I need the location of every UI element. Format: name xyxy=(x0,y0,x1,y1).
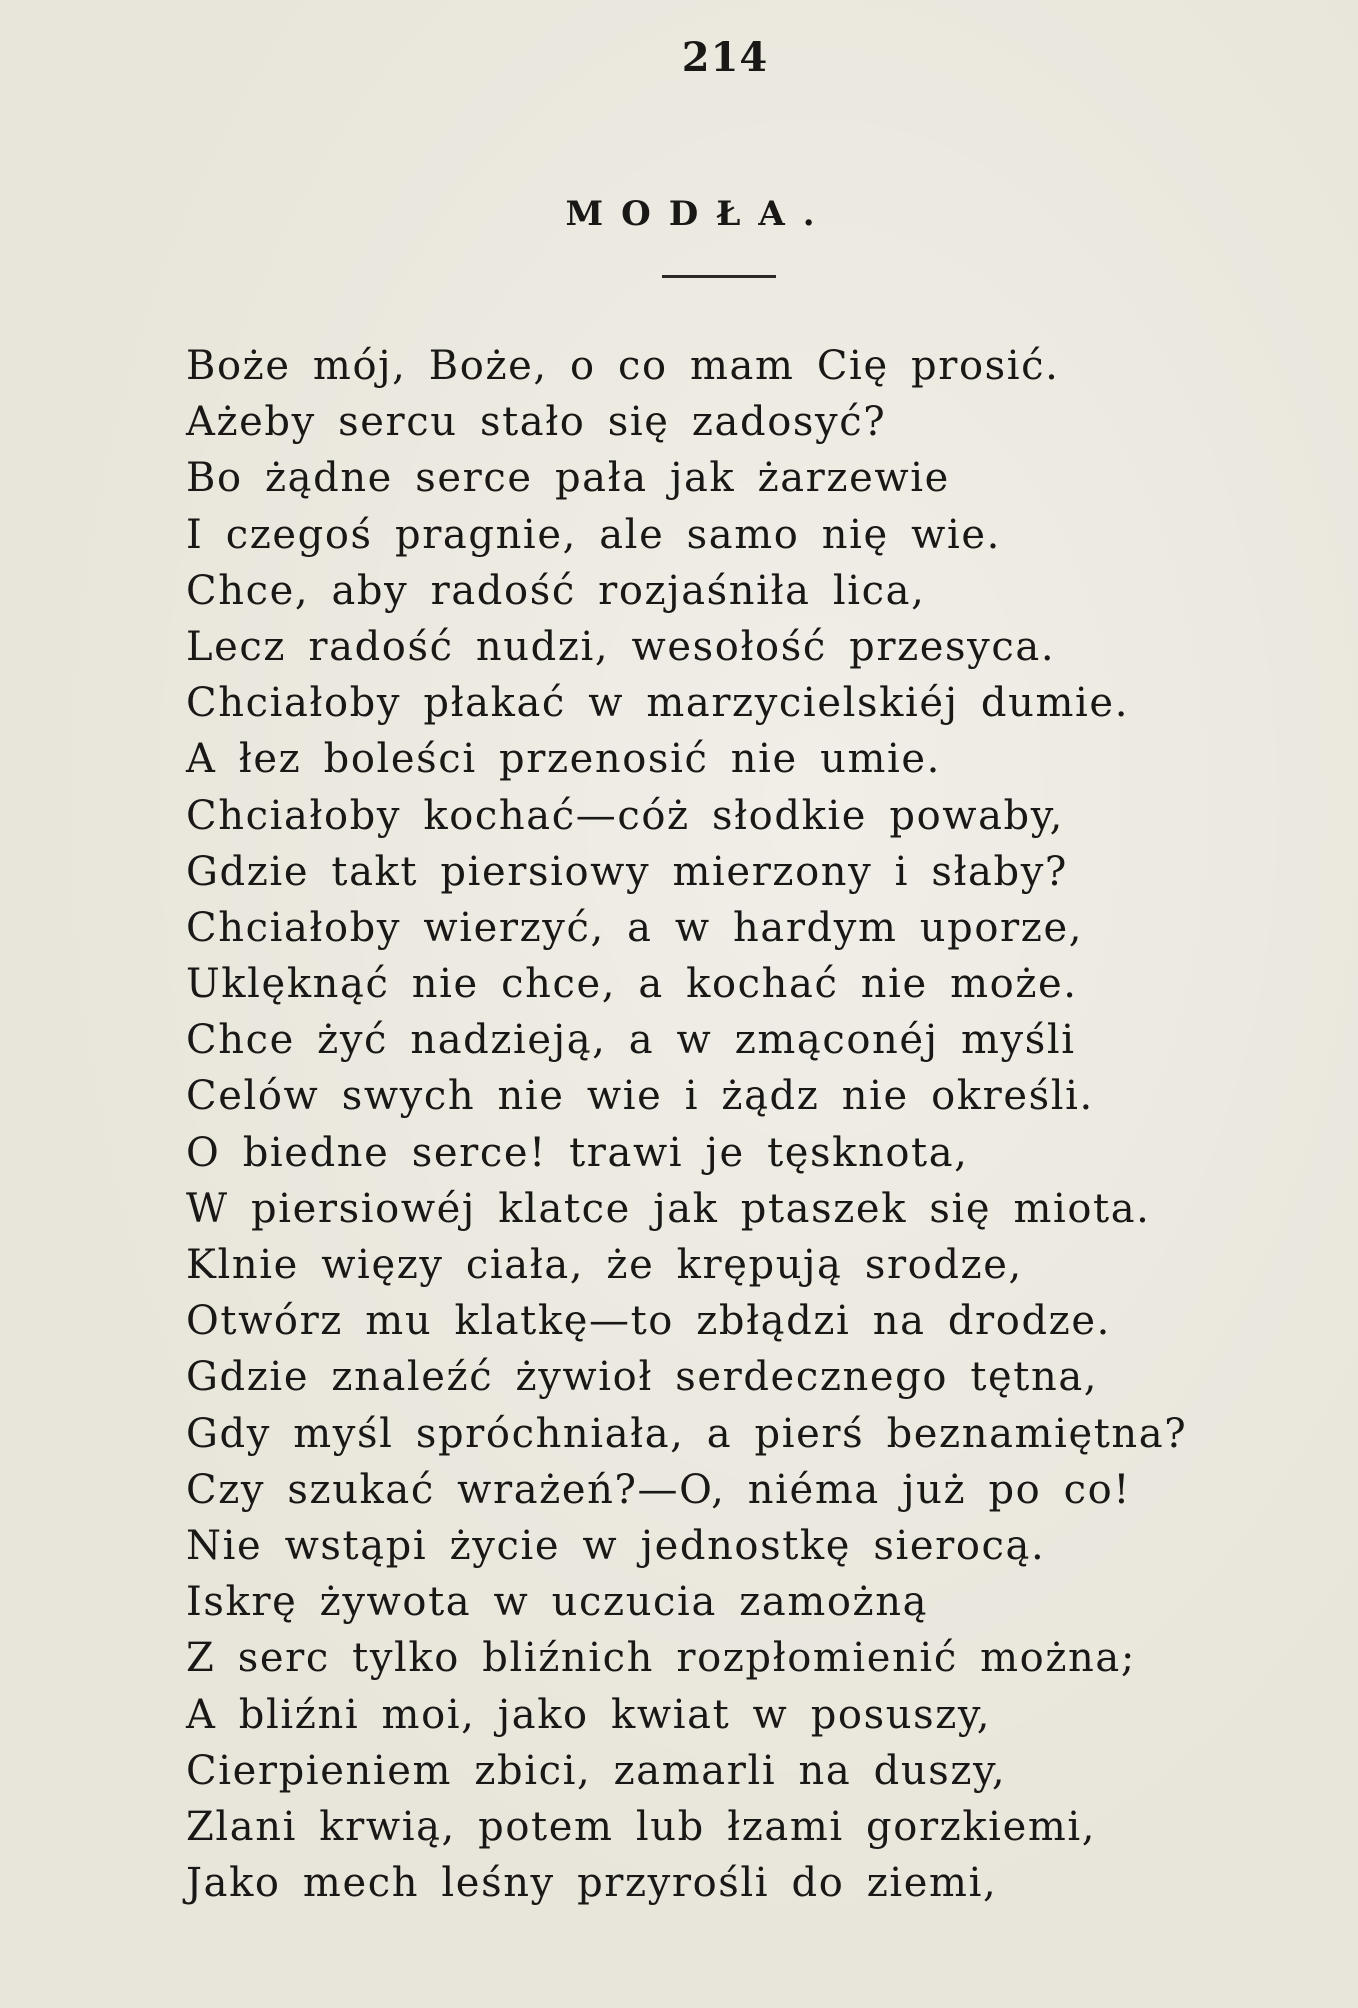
poem-line: Z serc tylko bliźnich rozpłomienić można; xyxy=(186,1635,1136,1682)
poem-line: Chciałoby wierzyć, a w hardym uporze, xyxy=(186,904,1084,951)
poem-line: A łez boleści przenosić nie umie. xyxy=(186,736,941,783)
poem-body xyxy=(186,338,1266,1911)
poem-line: Otwórz mu klatkę—to zbłądzi na drodze. xyxy=(186,1298,1111,1345)
poem-line: Czy szukać wrażeń?—O, niéma już po co! xyxy=(186,1466,1132,1513)
poem-line: Nie wstąpi życie w jednostkę sierocą. xyxy=(186,1522,1046,1569)
poem-line: Gdy myśl spróchniała, a pierś beznamiętna? xyxy=(186,1410,1188,1457)
poem-line: Zlani krwią, potem lub łzami gorzkiemi, xyxy=(186,1803,1097,1850)
poem-line: Jako mech leśny przyrośli do ziemi, xyxy=(186,1860,998,1907)
poem-line: Gdzie takt piersiowy mierzony i słaby? xyxy=(186,848,1068,895)
poem-line: O biedne serce! trawi je tęsknota, xyxy=(186,1129,969,1176)
poem-line: Chce żyć nadzieją, a w zmąconéj myśli xyxy=(186,1017,1076,1064)
poem-line: Chce, aby radość rozjaśniła lica, xyxy=(186,567,926,614)
poem-line: Iskrę żywota w uczucia zamożną xyxy=(186,1579,929,1626)
poem-line: Lecz radość nudzi, wesołość przesyca. xyxy=(186,623,1056,670)
poem-line: A bliźni moi, jako kwiat w posuszy, xyxy=(186,1691,992,1738)
poem-line: Chciałoby płakać w marzycielskiéj dumie. xyxy=(186,680,1130,727)
poem-line: Bo żądne serce pała jak żarzewie xyxy=(186,455,950,502)
poem-line: I czegoś pragnie, ale samo nię wie. xyxy=(186,511,1001,558)
poem-line: Cierpieniem zbici, zamarli na duszy, xyxy=(186,1747,1007,1794)
poem-line: Klnie więzy ciała, że krępują srodze, xyxy=(186,1242,1023,1288)
poem-line: Celów swych nie wie i żądz nie określi. xyxy=(186,1073,1094,1120)
title-divider xyxy=(662,275,776,278)
poem-line: Boże mój, Boże, o co mam Cię prosić. xyxy=(186,343,1060,389)
poem-line: Gdzie znaleźć żywioł serdecznego tętna, xyxy=(186,1354,1099,1401)
poem-line: Uklęknąć nie chce, a kochać nie może. xyxy=(186,961,1078,1008)
poem-line: Chciałoby kochać—cóż słodkie powaby, xyxy=(186,792,1064,839)
poem-line: W piersiowéj klatce jak ptaszek się miota. xyxy=(186,1185,1151,1232)
poem-title: MODŁA. xyxy=(565,194,833,234)
page-number: 214 xyxy=(681,34,769,81)
poem-line: Ażeby sercu stało się zadosyć? xyxy=(186,399,887,446)
